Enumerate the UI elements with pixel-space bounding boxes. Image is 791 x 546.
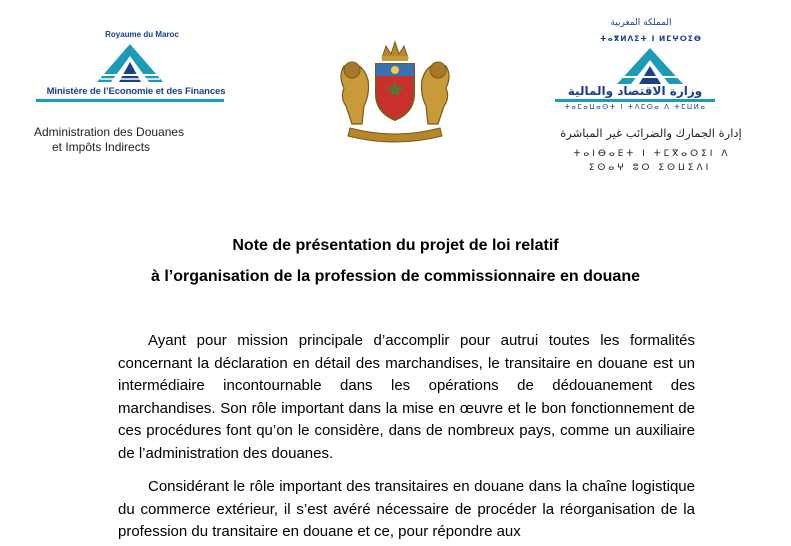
royaume-label: Royaume du Maroc	[105, 30, 179, 39]
ministere-label: Ministère de l’Economie et des Finances	[46, 86, 226, 97]
divider-bar-right	[555, 99, 715, 102]
tifinagh-administration-line1: ⵜⴰⵏⴱⴰⴹⵜ ⵏ ⵜⵎⴳⴰⵔⵉⵏ ⴷ	[573, 149, 731, 159]
paragraph-2: Considérant le rôle important des transitaires en douane dans la chaîne logistique du commerce extérieur, il s’est avéré nécessaire de procéder la réorganisation de la profession du transitaire en douane et ce, pour répondre aux	[118, 478, 695, 540]
arabic-ministry-label: وزارة الاقتصاد والمالية	[567, 84, 703, 98]
divider-bar	[36, 99, 224, 102]
ministry-logo-icon	[95, 42, 165, 86]
document-title-line2: à l’organisation de la profession de commissionnaire en douane	[151, 268, 640, 285]
administration-line1: Administration des Douanes	[34, 125, 185, 139]
arabic-administration-label: إدارة الجمارك والضرائب غير المباشرة	[560, 126, 742, 140]
coat-of-arms-icon	[330, 36, 460, 146]
tifinagh-kingdom-label: ⵜⴰⴳⵍⴷⵉⵜ ⵏ ⵍⵎⵖⵔⵉⴱ	[600, 34, 702, 43]
administration-line2: et Impôts Indirects	[52, 140, 151, 154]
tifinagh-ministry-label: ⵜⴰⵎⴰⵡⴰⵙⵜ ⵏ ⵜⴷⵎⵙⴰ ⴷ ⵜⵎⵡⵍⴰ	[564, 103, 707, 111]
header-left	[0, 0, 280, 170]
arabic-kingdom-label: المملكة المغربية	[610, 18, 672, 28]
ministry-logo-right-icon	[615, 46, 685, 86]
paragraph-1: Ayant pour mission principale d’accomplir pour autrui toutes les formalités concernant la déclaration en détail des marchandises, le transitaire en douane est un intermédiaire incontournable dans les opérations de dédouanement des marchandises. Son rôle important dans la mise en œuvre et le bon fonctionnement de ces procédures font qu’on le considère, dans de nombreux pays, comme un auxiliaire de l’administration des douanes.	[118, 332, 695, 462]
document-title-line1: Note de présentation du projet de loi relatif	[232, 237, 559, 254]
tifinagh-administration-line2: ⵉⵙⴰⵖ ⵓⵔ ⵉⵙⵡⵉⴷⵏ	[588, 163, 712, 173]
